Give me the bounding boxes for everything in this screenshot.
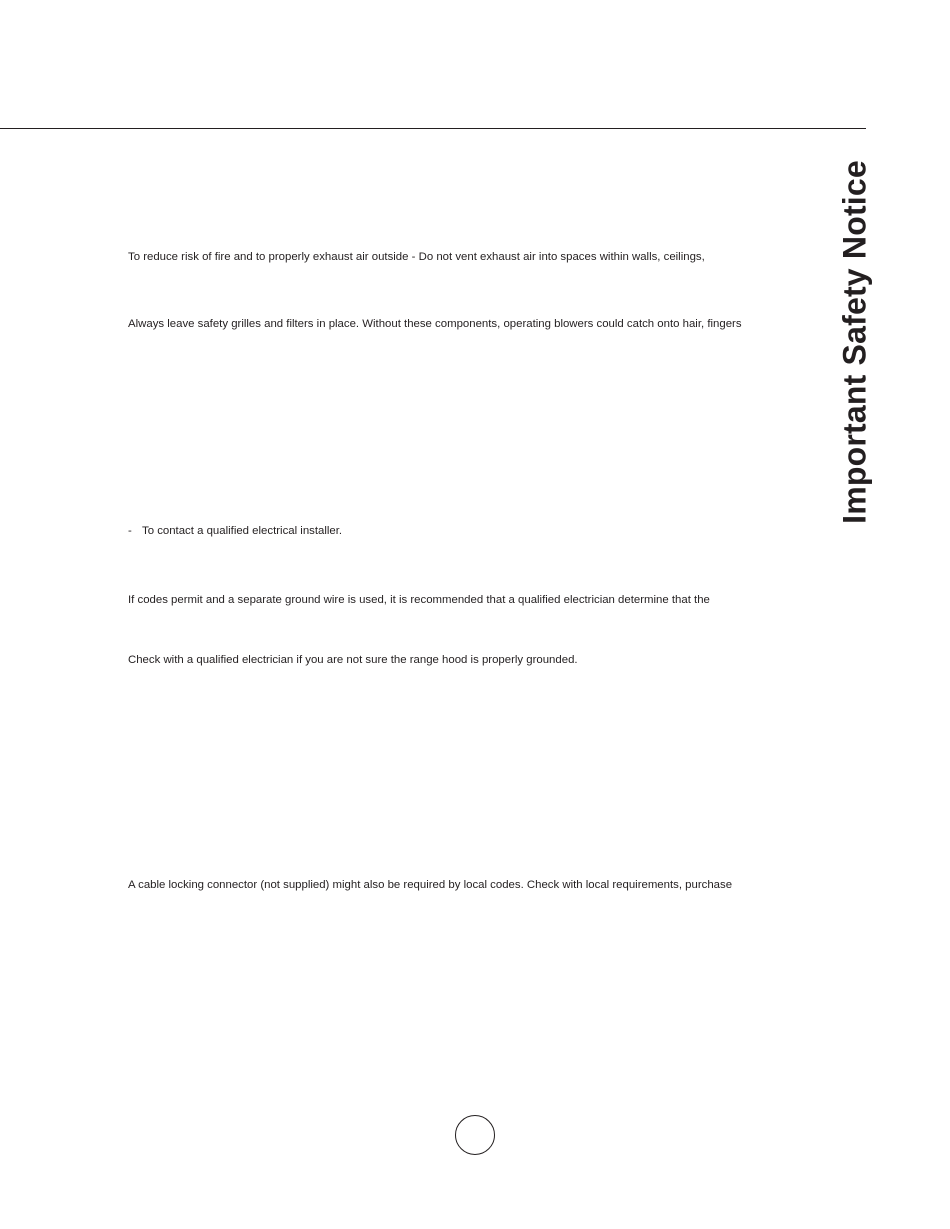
ground-wire-text: If codes permit and a separate ground wire is used, it is recommended that a qualified electrician determine that the (128, 594, 710, 606)
list-dash: - (128, 525, 132, 537)
vent-warning-text: To reduce risk of fire and to properly exhaust air outside - Do not vent exhaust air into spaces within walls, ceilings, (128, 251, 705, 263)
page-number-circle (455, 1115, 495, 1155)
header-rule (0, 128, 866, 129)
contact-installer-item (128, 524, 342, 538)
contact-installer-text: To contact a qualified electrical installer. (142, 525, 343, 537)
section-title: Important Safety Notice (836, 160, 873, 524)
cable-connector-text: A cable locking connector (not supplied) might also be required by local codes. Check with local requirements, purchase (128, 879, 733, 891)
grilles-warning-text: Always leave safety grilles and filters in place. Without these components, operating blowers could catch onto hair, fingers (128, 318, 742, 330)
check-ground-text: Check with a qualified electrician if you are not sure the range hood is properly grounded. (128, 654, 578, 666)
